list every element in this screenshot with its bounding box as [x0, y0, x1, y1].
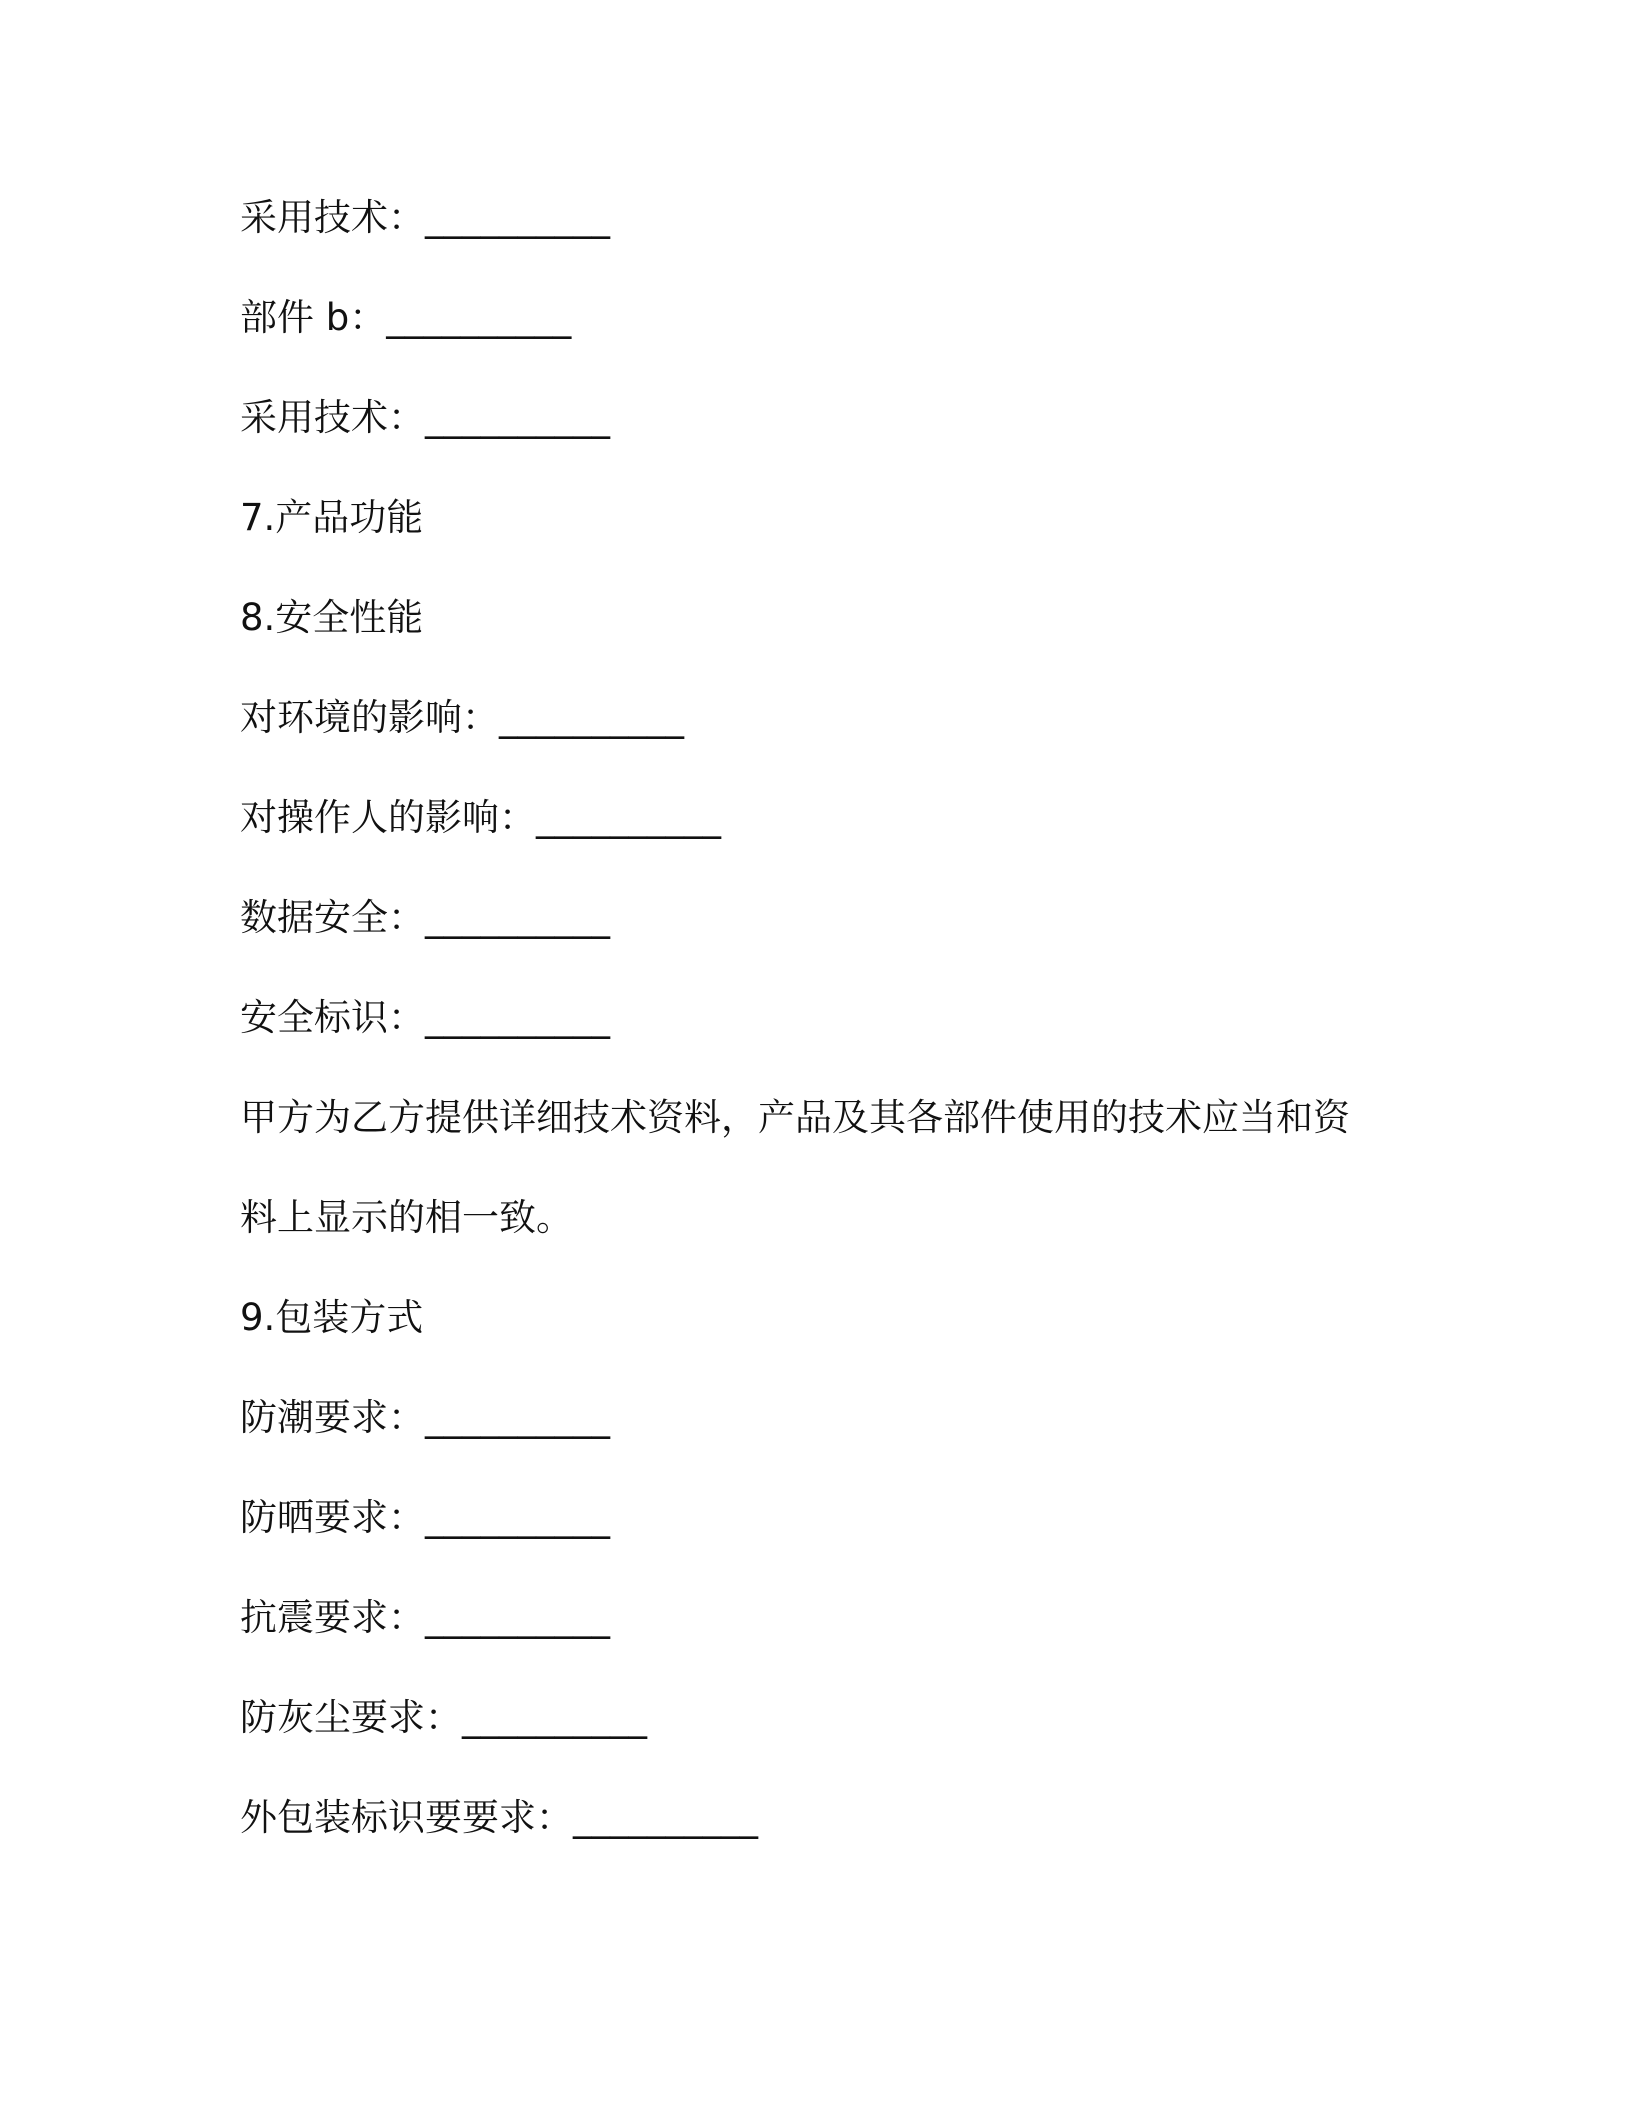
field-label: 外包装标识要要求： — [240, 1796, 573, 1839]
field-shockproof — [240, 1588, 610, 1648]
section-heading-product-function — [240, 488, 423, 548]
field-label: 防灰尘要求： — [240, 1696, 462, 1739]
field-label: 采用技术： — [240, 396, 425, 439]
fill-in-blank: __________ — [573, 1796, 758, 1839]
fill-in-blank: __________ — [425, 896, 610, 939]
field-label: 数据安全： — [240, 896, 425, 939]
fill-in-blank: __________ — [462, 1696, 647, 1739]
heading-text: 8.安全性能 — [240, 596, 424, 639]
fill-in-blank: __________ — [425, 1496, 610, 1539]
fill-in-blank: __________ — [425, 996, 610, 1039]
heading-text: 9.包装方式 — [240, 1296, 424, 1339]
field-operator-impact — [240, 788, 721, 848]
field-part-b — [240, 288, 571, 348]
field-outer-package-marking — [240, 1788, 758, 1848]
field-data-security — [240, 888, 610, 948]
paragraph-text: 料上显示的相一致。 — [240, 1196, 573, 1239]
heading-text: 7.产品功能 — [240, 496, 424, 539]
field-sun-proof — [240, 1488, 610, 1548]
section-heading-safety-performance — [240, 588, 423, 648]
fill-in-blank: __________ — [425, 396, 610, 439]
paragraph-line-1 — [240, 1088, 1350, 1148]
field-dust-proof — [240, 1688, 647, 1748]
fill-in-blank: __________ — [425, 1396, 610, 1439]
field-label: 防潮要求： — [240, 1396, 425, 1439]
fill-in-blank: __________ — [425, 196, 610, 239]
paragraph-text: 甲方为乙方提供详细技术资料，产品及其各部件使用的技术应当和资 — [240, 1096, 1350, 1139]
field-moisture-proof — [240, 1388, 610, 1448]
field-label: 安全标识： — [240, 996, 425, 1039]
field-technology-1 — [240, 188, 610, 248]
field-label: 对环境的影响： — [240, 696, 499, 739]
field-label: 抗震要求： — [240, 1596, 425, 1639]
field-label: 采用技术： — [240, 196, 425, 239]
fill-in-blank: __________ — [499, 696, 684, 739]
field-label: 防晒要求： — [240, 1496, 425, 1539]
field-environment-impact — [240, 688, 684, 748]
field-safety-marking — [240, 988, 610, 1048]
fill-in-blank: __________ — [425, 1596, 610, 1639]
fill-in-blank: __________ — [536, 796, 721, 839]
fill-in-blank: __________ — [386, 296, 572, 339]
field-label: 对操作人的影响： — [240, 796, 536, 839]
field-technology-2 — [240, 388, 610, 448]
paragraph-line-2 — [240, 1188, 573, 1248]
section-heading-packaging — [240, 1288, 423, 1348]
field-label: 部件 b： — [240, 296, 387, 339]
